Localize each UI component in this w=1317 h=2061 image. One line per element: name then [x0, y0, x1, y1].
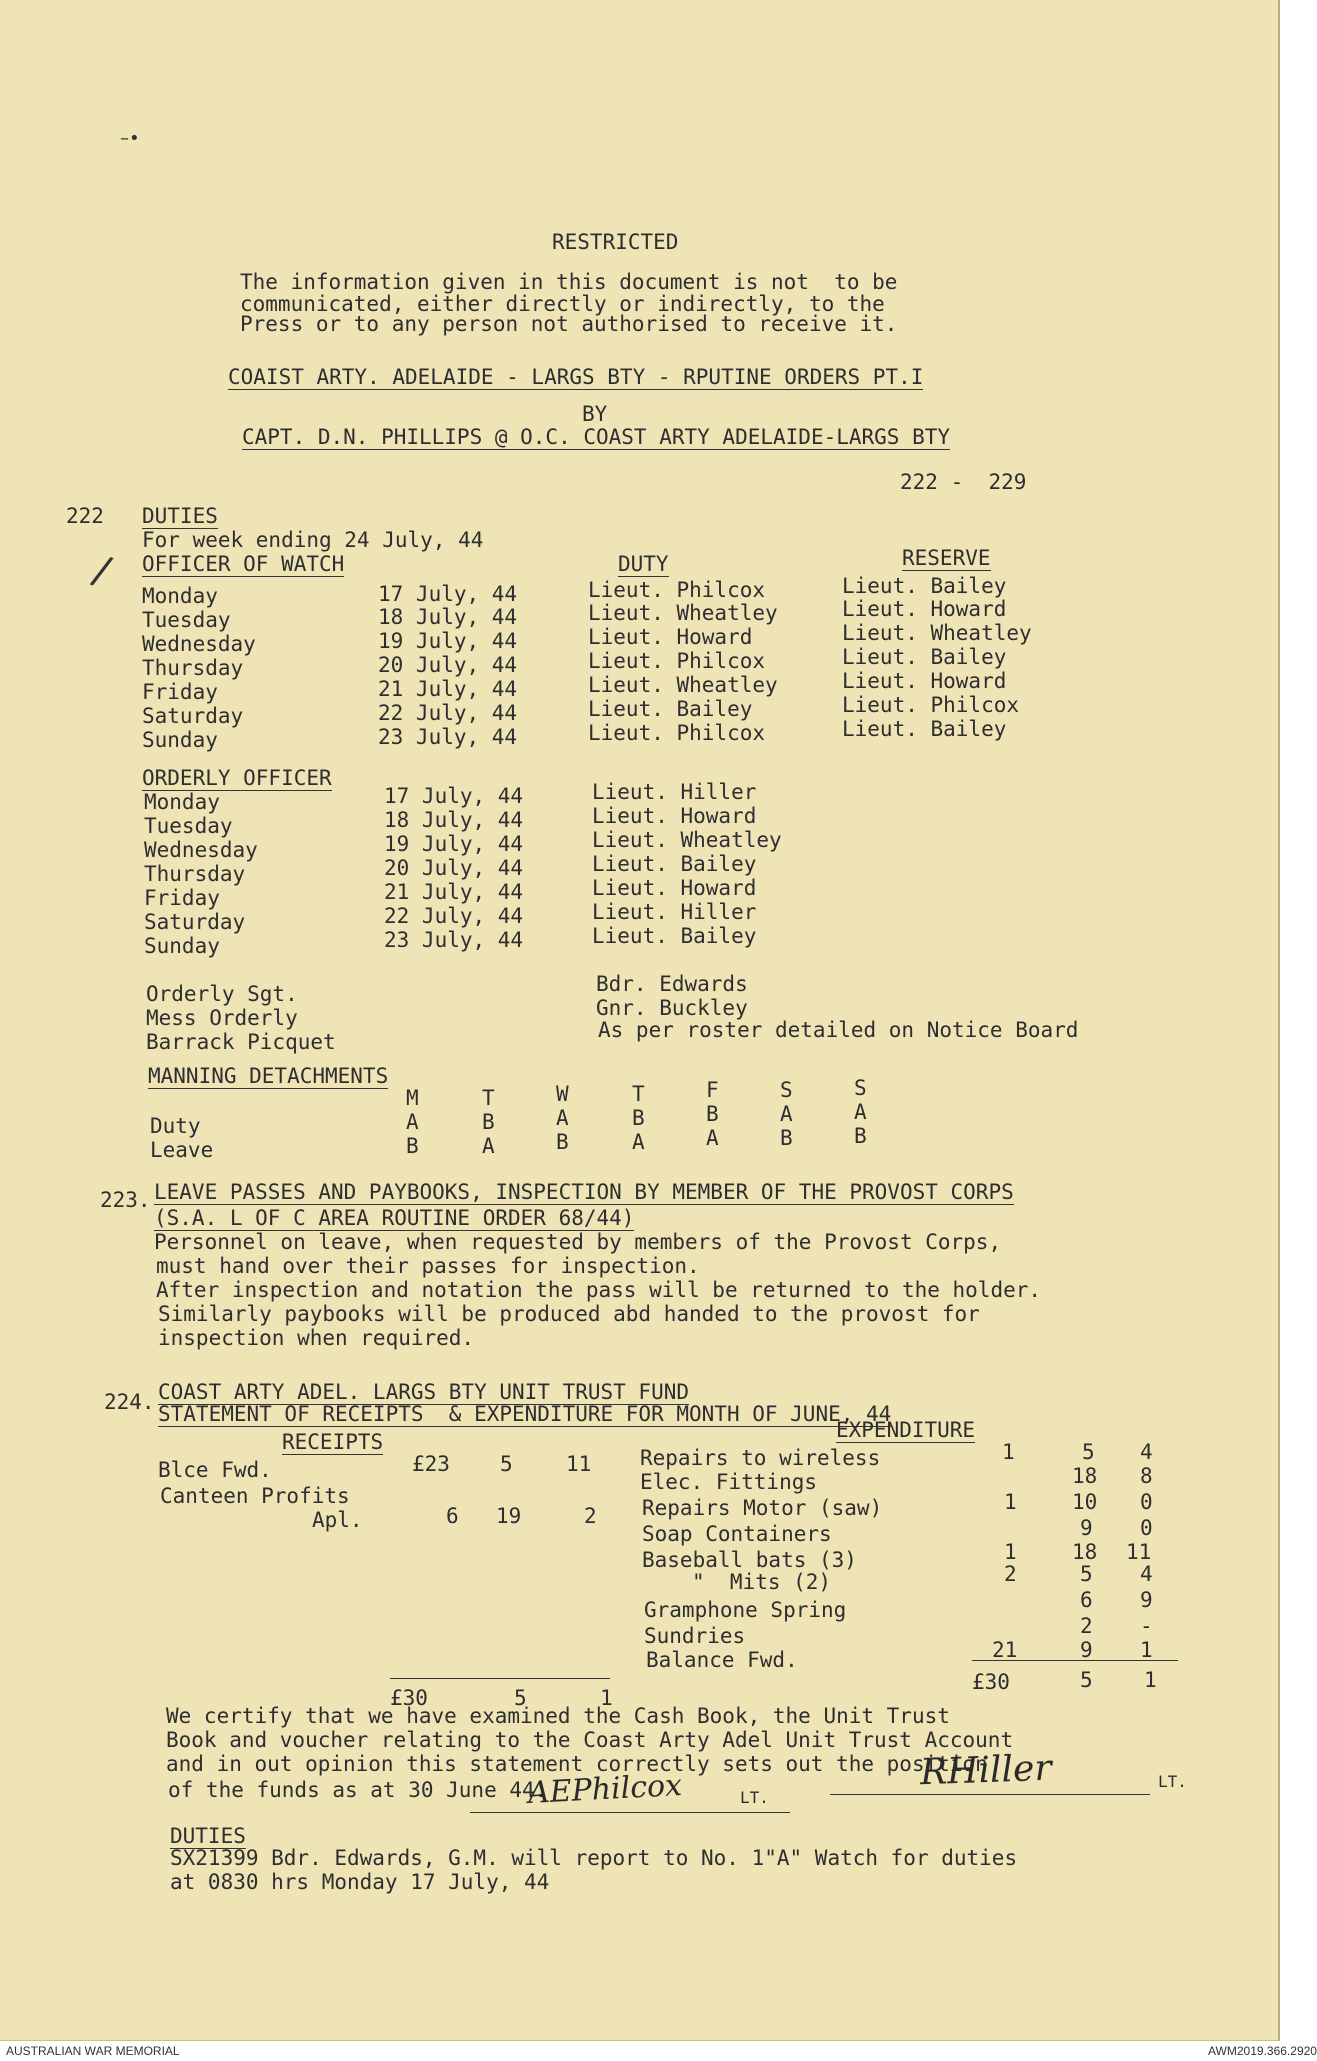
section-title: LEAVE PASSES AND PAYBOOKS, INSPECTION BY MEMBER OF THE PROVOST CORPS: [154, 1180, 1014, 1204]
receipt-label: Blce Fwd.: [158, 1458, 272, 1482]
ow-reserve: Lieut. Bailey: [842, 574, 1007, 598]
manning-day: T: [632, 1082, 645, 1106]
oo-day: Wednesday: [144, 838, 258, 862]
lt-label: LT.: [1158, 1772, 1187, 1791]
exp-label: " Mits (2): [692, 1570, 832, 1594]
officer-of-watch-title: OFFICER OF WATCH: [142, 552, 345, 576]
ow-reserve: Lieut. Wheatley: [842, 621, 1032, 645]
ow-duty: Lieut. Wheatley: [588, 673, 778, 697]
receipt-label: Canteen Profits: [160, 1484, 350, 1508]
receipt-pence: 11: [566, 1452, 592, 1476]
receipts-header: RECEIPTS: [282, 1430, 384, 1454]
duty-cell: A: [406, 1110, 419, 1134]
oo-duty: Lieut. Bailey: [592, 924, 757, 948]
receipts-total-shillings: 5: [514, 1686, 527, 1710]
duty-cell: A: [854, 1100, 867, 1124]
ow-date: 20 July, 44: [378, 653, 518, 677]
exp-pence: 11: [1126, 1540, 1152, 1564]
manning-title: MANNING DETACHMENTS: [148, 1064, 389, 1088]
misc-label: Orderly Sgt.: [146, 982, 298, 1006]
s223-line: (S.A. L OF C AREA ROUTINE ORDER 68/44): [154, 1206, 635, 1230]
week-ending: For week ending 24 July, 44: [142, 528, 484, 552]
section-number: 224.: [104, 1390, 155, 1414]
ow-day: Saturday: [142, 704, 244, 728]
leave-cell: A: [482, 1134, 495, 1158]
oo-day: Saturday: [144, 910, 246, 934]
oo-duty: Lieut. Hiller: [592, 780, 757, 804]
duty-cell: B: [632, 1106, 645, 1130]
exp-label: Soap Containers: [642, 1522, 832, 1546]
ow-date: 22 July, 44: [378, 701, 518, 725]
ow-reserve: Lieut. Howard: [842, 669, 1007, 693]
leave-cell: B: [406, 1134, 419, 1158]
s223-line: After inspection and notation the pass will be returned to the holder.: [156, 1278, 1042, 1302]
oo-date: 17 July, 44: [384, 784, 524, 808]
expenditure-total-rule: [972, 1660, 1178, 1661]
misc-label: Barrack Picquet: [146, 1030, 336, 1054]
s223-line: inspection when required.: [158, 1326, 475, 1350]
duties-final-line: SX21399 Bdr. Edwards, G.M. will report to No. 1"A" Watch for duties: [170, 1846, 1018, 1870]
ow-day: Friday: [142, 680, 218, 704]
oo-date: 23 July, 44: [384, 928, 524, 952]
ow-day: Monday: [142, 584, 218, 608]
receipts-total-pounds: £30: [390, 1686, 428, 1710]
captain-line: CAPT. D.N. PHILLIPS @ O.C. COAST ARTY ADELAIDE-LARGS BTY: [242, 425, 951, 449]
manning-day: W: [556, 1082, 569, 1106]
ow-date: 17 July, 44: [378, 582, 518, 606]
ow-reserve: Lieut. Bailey: [842, 717, 1007, 741]
exp-pence: 4: [1140, 1440, 1153, 1464]
leave-cell: B: [556, 1130, 569, 1154]
section-title: COAST ARTY ADEL. LARGS BTY UNIT TRUST FUND: [158, 1380, 690, 1404]
manning-day: F: [706, 1078, 719, 1102]
ow-duty: Lieut. Philcox: [588, 578, 766, 602]
lt-label: LT.: [740, 1788, 769, 1807]
exp-pence: 0: [1140, 1516, 1153, 1540]
exp-label: Sundries: [644, 1624, 746, 1648]
signature-philcox: AEPhilcox: [527, 1767, 683, 1812]
receipts-total-pence: 1: [600, 1686, 613, 1710]
duty-label: Duty: [150, 1114, 201, 1138]
ow-duty: Lieut. Bailey: [588, 697, 753, 721]
ow-day: Sunday: [142, 728, 218, 752]
duties-final-line: at 0830 hrs Monday 17 July, 44: [170, 1870, 550, 1894]
exp-label: Elec. Fittings: [640, 1470, 818, 1494]
oo-duty: Lieut. Howard: [592, 876, 757, 900]
receipt-shillings: 19: [496, 1504, 522, 1528]
exp-pence: 0: [1140, 1490, 1153, 1514]
exp-pounds: 1: [1004, 1490, 1017, 1514]
section-number: 222: [66, 504, 104, 528]
misc-value: Gnr. Buckley: [596, 996, 748, 1020]
duty-column-header: DUTY: [618, 552, 669, 576]
ow-date: 23 July, 44: [378, 725, 518, 749]
order-range: 222 - 229: [900, 470, 1027, 494]
exp-shillings: 10: [1072, 1490, 1098, 1514]
exp-label: Repairs Motor (saw): [642, 1496, 883, 1520]
ow-reserve: Lieut. Howard: [842, 597, 1007, 621]
signature-line-1: [470, 1812, 790, 1813]
notice-line-3: Press or to any person not authorised to receive it.: [240, 312, 898, 336]
oo-date: 22 July, 44: [384, 904, 524, 928]
s223-line: Personnel on leave, when requested by members of the Provost Corps,: [154, 1230, 1002, 1254]
exp-shillings: 9: [1080, 1516, 1093, 1540]
oo-day: Friday: [144, 886, 220, 910]
duty-cell: A: [780, 1102, 793, 1126]
misc-value: Bdr. Edwards: [596, 972, 748, 996]
ow-day: Wednesday: [142, 632, 256, 656]
oo-date: 18 July, 44: [384, 808, 524, 832]
ow-duty: Lieut. Wheatley: [588, 601, 778, 625]
ow-date: 18 July, 44: [378, 605, 518, 629]
exp-shillings: 18: [1072, 1464, 1098, 1488]
misc-label: Mess Orderly: [146, 1006, 298, 1030]
signature-line-2: [830, 1794, 1150, 1795]
exp-label: Baseball bats (3): [642, 1548, 857, 1572]
duty-cell: B: [706, 1102, 719, 1126]
manning-day: S: [854, 1076, 867, 1100]
exp-shillings: 6: [1080, 1588, 1093, 1612]
duty-cell: B: [482, 1110, 495, 1134]
oo-day: Tuesday: [144, 814, 233, 838]
exp-pounds: 1: [1004, 1540, 1017, 1564]
ow-reserve: Lieut. Bailey: [842, 645, 1007, 669]
manning-day: T: [482, 1086, 495, 1110]
receipt-pounds: £23: [412, 1452, 450, 1476]
signature-hiller: RHiller: [919, 1747, 1053, 1794]
ow-reserve: Lieut. Philcox: [842, 693, 1020, 717]
section-number: 223.: [100, 1188, 151, 1212]
certify-line: and in out opinion this statement correctly sets out the position: [166, 1752, 988, 1776]
expenditure-total-shillings: 5: [1080, 1668, 1093, 1692]
ow-duty: Lieut. Howard: [588, 625, 753, 649]
exp-pence: 9: [1140, 1588, 1153, 1612]
exp-pence: -: [1140, 1614, 1153, 1638]
oo-day: Monday: [144, 790, 220, 814]
oo-duty: Lieut. Bailey: [592, 852, 757, 876]
duties-final-title: DUTIES: [170, 1824, 246, 1848]
ow-date: 19 July, 44: [378, 629, 518, 653]
oo-day: Sunday: [144, 934, 220, 958]
oo-duty: Lieut. Howard: [592, 804, 757, 828]
exp-pounds: 2: [1004, 1562, 1017, 1586]
certify-line: We certify that we have examined the Cash Book, the Unit Trust: [166, 1704, 950, 1728]
exp-shillings: 5: [1080, 1562, 1093, 1586]
section-title: DUTIES: [142, 504, 218, 528]
misc-value: As per roster detailed on Notice Board: [598, 1018, 1079, 1042]
exp-pounds: 1: [1002, 1440, 1015, 1464]
orders-title: COAIST ARTY. ADELAIDE - LARGS BTY - RPUTINE ORDERS PT.I: [228, 365, 924, 389]
ow-duty: Lieut. Philcox: [588, 649, 766, 673]
oo-date: 20 July, 44: [384, 856, 524, 880]
archive-reference: AWM2019.366.2920: [1208, 2044, 1317, 2058]
restricted-label: RESTRICTED: [552, 230, 679, 254]
statement-subtitle: STATEMENT OF RECEIPTS & EXPENDITURE FOR MONTH OF JUNE, 44: [158, 1402, 892, 1426]
reserve-column-header: RESERVE: [902, 546, 991, 570]
certify-line: Book and voucher relating to the Coast Arty Adel Unit Trust Account: [166, 1728, 1014, 1752]
leave-cell: B: [780, 1126, 793, 1150]
manning-day: S: [780, 1078, 793, 1102]
exp-shillings: 9: [1080, 1638, 1093, 1662]
expenditure-total-pounds: £30: [972, 1670, 1010, 1694]
receipt-pence: 2: [584, 1504, 597, 1528]
margin-mark: /: [87, 547, 116, 595]
exp-label: Repairs to wireless: [640, 1446, 881, 1470]
exp-label: Balance Fwd.: [646, 1648, 798, 1672]
ow-day: Thursday: [142, 656, 244, 680]
exp-shillings: 2: [1080, 1614, 1093, 1638]
leave-cell: B: [854, 1124, 867, 1148]
leave-label: Leave: [150, 1138, 214, 1162]
by-label: BY: [582, 402, 608, 426]
s223-line: must hand over their passes for inspection.: [156, 1254, 700, 1278]
expenditure-header: EXPENDITURE: [836, 1418, 976, 1442]
leave-cell: A: [706, 1126, 719, 1150]
exp-pence: 8: [1140, 1464, 1153, 1488]
receipt-pounds: 6: [446, 1504, 459, 1528]
exp-pence: 1: [1140, 1638, 1153, 1662]
ow-day: Tuesday: [142, 608, 231, 632]
oo-day: Thursday: [144, 862, 246, 886]
archive-credit: AUSTRALIAN WAR MEMORIAL: [6, 2044, 180, 2058]
ow-date: 21 July, 44: [378, 677, 518, 701]
notice-line-1: The information given in this document is not to be: [240, 270, 898, 294]
duty-cell: A: [556, 1106, 569, 1130]
ow-duty: Lieut. Philcox: [588, 721, 766, 745]
s223-line: Similarly paybooks will be produced abd handed to the provost for: [158, 1302, 980, 1326]
exp-pounds: 21: [992, 1638, 1018, 1662]
oo-date: 19 July, 44: [384, 832, 524, 856]
manning-day: M: [406, 1086, 419, 1110]
receipts-total-rule: [390, 1678, 610, 1679]
expenditure-total-pence: 1: [1144, 1668, 1157, 1692]
receipt-label: Apl.: [312, 1508, 363, 1532]
exp-shillings: 5: [1082, 1440, 1095, 1464]
receipt-shillings: 5: [500, 1452, 513, 1476]
orderly-officer-title: ORDERLY OFFICER: [142, 766, 332, 790]
oo-date: 21 July, 44: [384, 880, 524, 904]
margin-mark: –•: [120, 128, 140, 149]
oo-duty: Lieut. Hiller: [592, 900, 757, 924]
certify-line: of the funds as at 30 June 44.: [168, 1778, 548, 1802]
leave-cell: A: [632, 1130, 645, 1154]
oo-duty: Lieut. Wheatley: [592, 828, 782, 852]
exp-shillings: 18: [1072, 1540, 1098, 1564]
exp-pence: 4: [1140, 1562, 1153, 1586]
notice-line-2: communicated, either directly or indirectly, to the: [240, 292, 885, 316]
exp-label: Gramphone Spring: [644, 1598, 847, 1622]
